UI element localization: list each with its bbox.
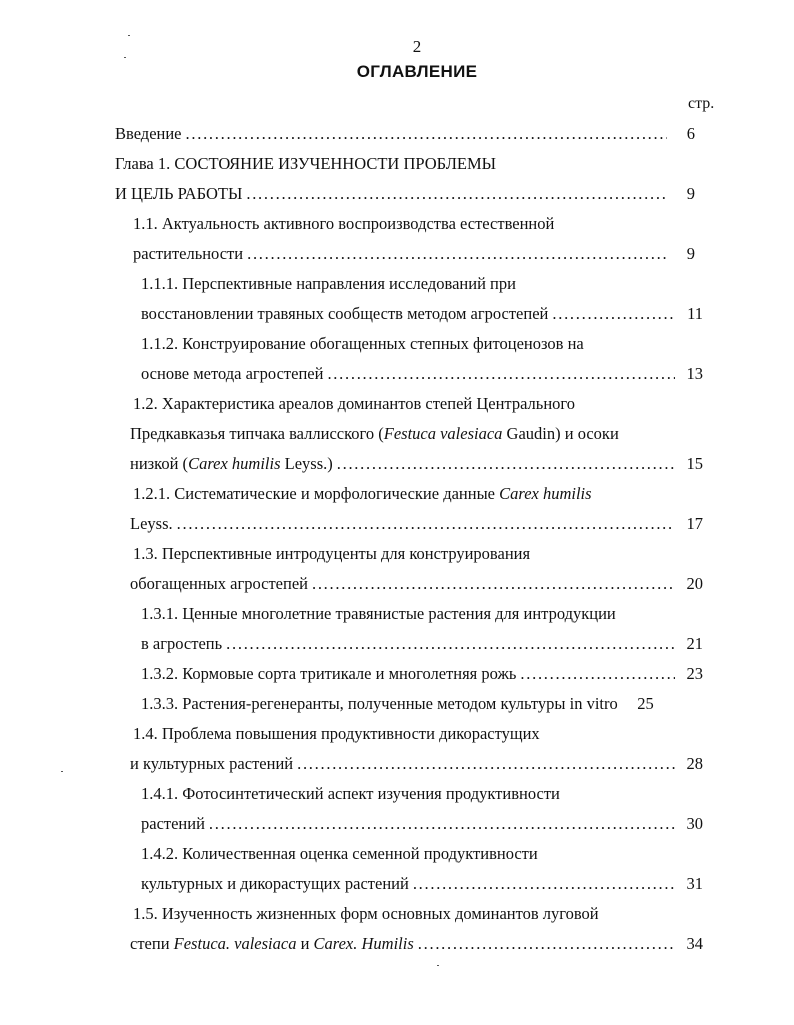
toc-entry-text: Предкавказья типчака валлисского (	[130, 424, 384, 443]
toc-page-number: 23	[686, 664, 703, 683]
species-name: Festuca. valesiaca	[173, 934, 297, 953]
dot-leader	[297, 752, 675, 776]
toc-entry-text: 1.2.1. Систематические и морфологические данные	[133, 484, 500, 503]
species-name: Carex. Humilis	[313, 934, 414, 953]
toc-entry-text: низкой (Carex humilis Leyss.)	[130, 454, 333, 473]
toc-entry-text: Глава 1. СОСТОЯНИЕ ИЗУЧЕННОСТИ ПРОБЛЕМЫ	[115, 154, 497, 173]
dot-leader	[177, 512, 675, 536]
toc-page-number: 9	[686, 184, 695, 203]
toc-entry-1-4[interactable]	[130, 752, 703, 776]
toc-page-number: 9	[686, 244, 695, 263]
toc-entry-text: в агростепь	[141, 634, 223, 653]
scan-speck	[437, 965, 439, 966]
toc-entry-text: 1.3.2. Кормовые сорта тритикале и многолетняя рожь	[141, 664, 517, 683]
dot-leader	[552, 302, 675, 326]
dot-leader	[226, 632, 675, 656]
toc-page-number: 11	[687, 304, 703, 323]
toc-entry-1-3-1[interactable]	[141, 632, 703, 656]
toc-entry-text: 1.4.2. Количественная оценка семенной продуктивности	[141, 844, 538, 863]
toc-entry-text: культурных и дикорастущих растений	[141, 874, 409, 893]
toc-page-number: 31	[686, 874, 703, 893]
toc-entry-text: И ЦЕЛЬ РАБОТЫ	[115, 184, 243, 203]
toc-page-number: 15	[686, 454, 703, 473]
toc-entry-text: растительности	[133, 244, 244, 263]
toc-entry-1-3-2[interactable]	[141, 662, 703, 686]
toc-entry-text: 1.1. Актуальность активного воспроизводства естественной	[133, 214, 555, 233]
toc-entry-1-1-1-line-1[interactable]	[141, 272, 516, 296]
toc-page-number: 28	[686, 754, 703, 773]
toc-title: ОГЛАВЛЕНИЕ	[356, 62, 478, 81]
scan-speck	[61, 771, 63, 772]
toc-entry-1-1-line-1[interactable]	[133, 212, 554, 236]
toc-entry-text: восстановлении травяных сообществ методом агростепей	[141, 304, 549, 323]
dot-leader	[327, 362, 675, 386]
toc-entry-1-2-1[interactable]	[130, 512, 703, 536]
toc-page-number: 6	[686, 124, 695, 143]
toc-entry-1-2[interactable]	[130, 452, 703, 476]
toc-entry-chapter-1[interactable]	[115, 182, 695, 206]
toc-entry-text: и культурных растений	[130, 754, 294, 773]
toc-entry-text: 1.3. Перспективные интродуценты для конструирования	[133, 544, 531, 563]
toc-entry-text: Gaudin) и осоки	[502, 424, 619, 443]
toc-entry-1-1-2[interactable]	[141, 362, 703, 386]
scan-speck	[128, 35, 130, 36]
toc-page-number: 17	[686, 514, 703, 533]
toc-entry-1-1[interactable]	[133, 242, 695, 266]
toc-page-number: 13	[686, 364, 703, 383]
species-name: Festuca valesiaca	[383, 424, 503, 443]
dot-leader	[246, 182, 667, 206]
toc-entry-text: растений	[141, 814, 205, 833]
species-name: Carex humilis	[499, 484, 592, 503]
toc-entry-1-4-1-line-1[interactable]	[141, 782, 560, 806]
toc-entry-text: 1.5. Изученность жизненных форм основных доминантов луговой	[133, 904, 599, 923]
page-number: 2	[412, 37, 422, 56]
toc-entry-chapter-1-line-1[interactable]	[115, 152, 496, 176]
toc-entry-text: Введение	[115, 124, 182, 143]
toc-entry-intro[interactable]	[115, 122, 695, 146]
toc-page-number: 20	[686, 574, 703, 593]
toc-entry-1-2-line-2[interactable]	[130, 422, 619, 446]
toc-entry-1-5-line-1[interactable]	[133, 902, 599, 926]
toc-entry-text: 1.1.1. Перспективные направления исследований при	[141, 274, 516, 293]
dot-leader	[413, 872, 675, 896]
toc-page-number: 34	[686, 934, 703, 953]
toc-entry-1-2-1-line-1[interactable]	[133, 482, 592, 506]
species-name: Carex humilis	[188, 454, 281, 473]
toc-entry-text: 1.3.1. Ценные многолетние травянистые растения для интродукции	[141, 604, 616, 623]
toc-entry-text: степи Festuca. valesiaca и Carex. Humilis	[130, 934, 414, 953]
toc-entry-1-5[interactable]	[130, 932, 703, 956]
toc-entry-1-3[interactable]	[130, 572, 703, 596]
toc-entry-1-4-1[interactable]	[141, 812, 703, 836]
toc-entry-1-3-line-1[interactable]	[133, 542, 530, 566]
dot-leader	[520, 662, 675, 686]
toc-entry-1-4-line-1[interactable]	[133, 722, 540, 746]
toc-page-number: 30	[686, 814, 703, 833]
toc-entry-1-2-line-1[interactable]	[133, 392, 575, 416]
dot-leader	[209, 812, 675, 836]
dot-leader	[337, 452, 675, 476]
toc-entry-text: обогащенных агростепей	[130, 574, 308, 593]
dot-leader	[418, 932, 675, 956]
dot-leader	[312, 572, 675, 596]
toc-entry-text: 1.4. Проблема повышения продуктивности дикорастущих	[133, 724, 540, 743]
toc-entry-1-4-2[interactable]	[141, 872, 703, 896]
page-column-label: стр.	[688, 95, 715, 112]
toc-page-number: 21	[686, 634, 703, 653]
toc-entry-text: 1.4.1. Фотосинтетический аспект изучения продуктивности	[141, 784, 560, 803]
toc-entry-text: основе метода агростепей	[141, 364, 324, 383]
toc-entry-1-1-1[interactable]	[141, 302, 703, 326]
toc-entry-text: Leyss.	[130, 514, 173, 533]
scan-speck	[124, 57, 126, 58]
toc-entry-1-4-2-line-1[interactable]	[141, 842, 538, 866]
toc-page-number: 25	[637, 694, 654, 713]
toc-entry-text: 1.1.2. Конструирование обогащенных степных фитоценозов на	[141, 334, 584, 353]
dot-leader	[186, 122, 667, 146]
toc-entry-text: 1.2. Характеристика ареалов доминантов степей Центрального	[133, 394, 576, 413]
dot-leader	[247, 242, 667, 266]
toc-entry-1-3-1-line-1[interactable]	[141, 602, 616, 626]
toc-entry-1-1-2-line-1[interactable]	[141, 332, 584, 356]
toc-entry-text: 1.3.3. Растения-регенеранты, полученные методом культуры in vitro	[141, 694, 618, 713]
toc-entry-1-3-3[interactable]	[141, 692, 703, 716]
